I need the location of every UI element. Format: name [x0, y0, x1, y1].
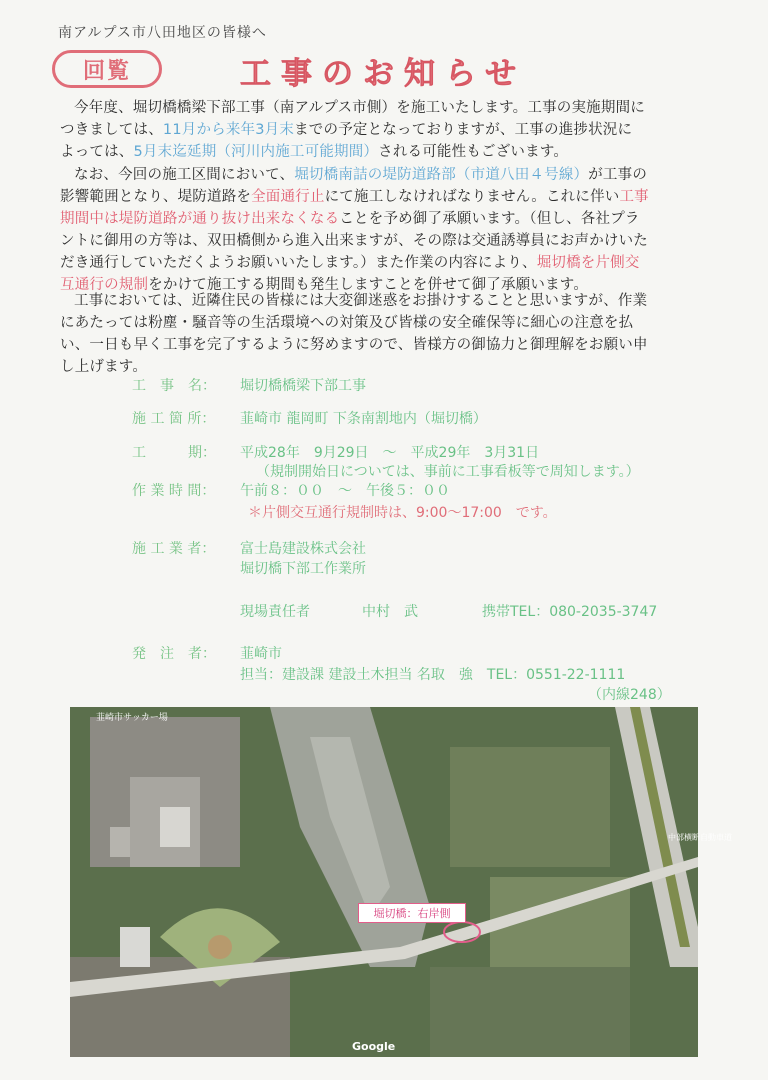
paragraph-3-line-1: 工事においては、近隣住民の皆様には大変御迷惑をお掛けすることと思いますが、作業: [74, 293, 648, 309]
period-highlight: 11月から来年3月末: [162, 122, 295, 138]
client-name: 韮崎市: [240, 646, 282, 662]
hours-note: ＊片側交互通行規制時は、9:00～17:00 です。: [248, 505, 557, 521]
contractor-office: 堀切橋下部工作業所: [240, 561, 366, 577]
paragraph-3-line-4: し上げます。: [60, 359, 148, 375]
paragraph-1-line-2: つきましては、11月から来年3月末までの予定となっておりますが、工事の進捗状況に: [60, 122, 633, 138]
paragraph-3-line-3: い、一日も早く工事を完了するように努めますので、皆様方の御協力と御理解をお願い申: [60, 337, 648, 353]
paragraph-2: [60, 164, 714, 296]
contractor-label: 施 工 業 者：: [132, 541, 216, 557]
one-way-highlight: 堀切橋を片側交: [536, 255, 640, 271]
name-value: 堀切橋橋梁下部工事: [240, 378, 366, 394]
client-label: 発 注 者：: [132, 646, 216, 662]
location-map: [70, 707, 698, 1057]
place-value: 韮崎市 龍岡町 下条南割地内（堀切橋）: [240, 411, 487, 427]
extension-highlight: 5月末迄延期（河川内施工可能期間）: [133, 144, 379, 160]
paragraph-3-line-2: にあたっては粉塵・騒音等の生活環境への対策及び皆様の安全確保等に細心の注意を払: [60, 315, 634, 331]
road-highlight: 堀切橋南詰の堤防道路部（市道八田４号線）: [294, 167, 589, 183]
manager-name: 中村 武: [362, 604, 418, 620]
poi-soccer-field-label: 韮崎市サッカー場: [96, 713, 168, 723]
road-label: 中部横断自動車道: [668, 833, 732, 842]
contractor-name: 富士島建設株式会社: [240, 541, 366, 557]
paragraph-1: [60, 97, 714, 163]
hours-label: 作 業 時 間：: [132, 483, 216, 499]
client-contact: 担当：建設課 建設土木担当 名取 強 TEL：0551-22-1111: [240, 667, 626, 683]
period-note: （規制開始日については、事前に工事看板等で周知します。）: [256, 464, 640, 480]
paragraph-1-line-3: よっては、5月末迄延期（河川内施工可能期間）される可能性もございます。: [60, 144, 569, 160]
client-extension: （内線248）: [588, 687, 671, 703]
period-value: 平成28年 9月29日 ～ 平成29年 3月31日: [240, 445, 540, 461]
hours-value: 午前８：００ ～ 午後５：００: [240, 483, 450, 499]
paragraph-2-line-6: 互通行の規制をかけて施工する期間も発生しますことを併せて御了承願います。: [60, 277, 589, 293]
google-logo: Google: [352, 1040, 396, 1053]
no-through-highlight: 期間中は堤防道路が通り抜け出来なくなる: [60, 211, 340, 227]
page-title: 工事のお知らせ: [240, 56, 527, 92]
paragraph-1-line-1: 今年度、堀切橋橋梁下部工事（南アルプス市側）を施工いたします。工事の実施期間に: [74, 100, 645, 116]
mobile-phone: 携帯TEL：080-2035-3747: [482, 604, 658, 620]
place-label: 施 工 箇 所：: [132, 411, 216, 427]
bridge-location-label: 堀切橋：右岸側: [358, 903, 466, 923]
paragraph-2-line-5: だき通行していただくようお願いいたします。）また作業の内容により、堀切橋を片側交: [60, 255, 640, 271]
paragraph-2-line-4: ントに御用の方等は、双田橋側から進入出来ますが、その際は交通誘導員にお声かけいた: [60, 233, 648, 249]
paragraph-2-line-1: なお、今回の施工区間において、堀切橋南詰の堤防道路部（市道八田４号線）が工事の: [74, 167, 648, 183]
paragraph-2-line-3: 期間中は堤防道路が通り抜け出来なくなることを予め御了承願います。（但し、各社プラ: [60, 211, 640, 227]
circulation-badge: 回覧: [52, 50, 162, 88]
paragraph-2-line-2: 影響範囲となり、堤防道路を全面通行止にて施工しなければなりません。これに伴い工事: [60, 189, 649, 205]
addressee: 南アルプス市八田地区の皆様へ: [58, 25, 267, 41]
manager-label: 現場責任者: [240, 604, 310, 620]
paragraph-3: [60, 290, 714, 378]
closure-highlight: 全面通行止: [251, 189, 325, 205]
period-label: 工 期：: [132, 445, 216, 461]
name-label: 工 事 名：: [132, 378, 216, 394]
